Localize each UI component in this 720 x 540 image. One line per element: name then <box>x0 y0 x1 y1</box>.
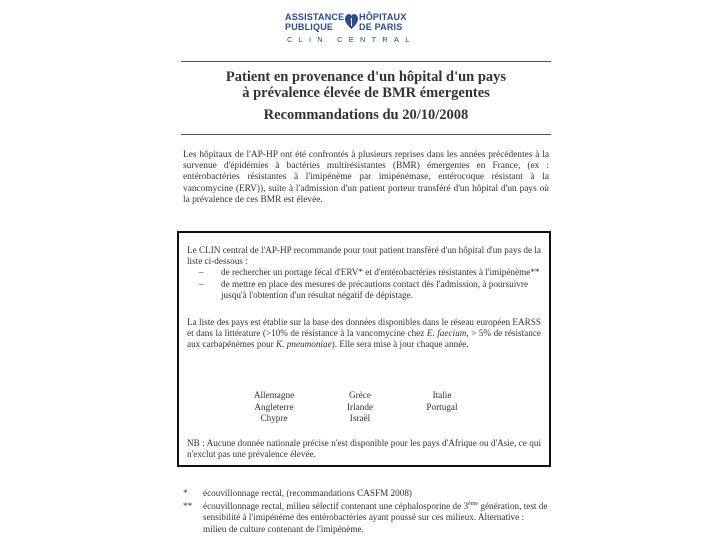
country-column <box>229 390 319 425</box>
footnote-text: écouvillonnage rectal, (recommandations CASFM 2008) <box>203 488 412 498</box>
country-name: Angleterre <box>254 401 294 412</box>
country-column <box>315 390 405 425</box>
text-segment: écouvillonnage rectal, milieu sélectif contenant une céphalosporine de 3 <box>203 501 469 512</box>
footnote-mark: * <box>183 488 188 498</box>
top-divider <box>181 61 551 62</box>
recommendation-content <box>187 245 541 460</box>
species-name: E. faecium <box>426 328 467 339</box>
title-line-2: à prévalence élevée de BMR émergentes <box>242 85 490 101</box>
logo-subtitle: CLIN CENTRAL <box>287 35 416 44</box>
footnote <box>183 488 549 499</box>
country-list-explanation <box>187 317 541 351</box>
heart-icon <box>345 14 358 30</box>
text-segment: génération, test de sensibilité à l'imipénème des entérobactéries ayant poussé sur ces milieux. Alternative : milieu de culture contenant de l'imipénème. <box>203 501 548 534</box>
footnote-text <box>203 501 547 533</box>
bullet-dash: – <box>199 267 204 278</box>
text-segment: La liste des pays est établie sur la base des données disponibles dans le réseau européen EARSS et dans la littérature (>10% de résistance à la vancomycine chez <box>187 317 541 339</box>
recommendation-box <box>177 231 551 467</box>
country-name: Grèce <box>349 390 371 400</box>
country-name: Italie <box>432 390 452 400</box>
country-name: Israël <box>349 413 371 424</box>
title-line-1: Patient en provenance d'un hôpital d'un pays <box>225 69 507 85</box>
title-line-3: Recommandations du 20/10/2008 <box>263 107 469 123</box>
logo-text-line: HÔPITAUX <box>359 12 407 22</box>
aphp-logo <box>285 12 425 48</box>
bullet-text: de rechercher un portage fécal d'ERV* et d'entérobactéries résistantes à l'imipénème** <box>221 267 540 278</box>
logo-text-line: PUBLIQUE <box>285 21 334 32</box>
superscript: ème <box>468 501 479 508</box>
logo-left-text <box>285 13 344 32</box>
text-segment: ). Elle sera mise à jour chaque année. <box>331 339 469 350</box>
footnotes <box>183 488 549 535</box>
species-name: K. pneumoniae <box>276 339 332 350</box>
country-name: Allemagne <box>253 390 295 400</box>
footnote-mark: ** <box>183 501 193 512</box>
bullet-item <box>187 267 541 278</box>
logo-text-line: DE PARIS <box>359 21 403 32</box>
text-segment: , > 5% de résistance aux carbapénèmes pour <box>187 328 541 350</box>
logo-text-line: ASSISTANCE <box>285 12 345 22</box>
page-title <box>181 69 551 123</box>
bullet-text: de mettre en place des mesures de précautions contact dès l'admission, à poursuivre jusqu'à l'obtention d'un résultat négatif de dépistage. <box>221 278 529 300</box>
country-name: Chypre <box>260 413 288 424</box>
title-divider <box>181 134 551 135</box>
country-column <box>397 390 487 413</box>
country-name: Irlande <box>346 401 373 412</box>
logo-right-text <box>359 13 406 32</box>
footnote <box>183 501 549 535</box>
country-name: Portugal <box>426 401 458 412</box>
intro-paragraph: Les hôpitaux de l'AP-HP ont été confrontés à plusieurs reprises dans les années précédentes à la survenue d'épidémies à bactéries multirésistantes (BMR) émergentes en France, (ex : entérobactéries résistantes à l'imipénème par imipénémase, entérocoque résistant à la vancomycine (ERV)), suite à l'admission d'un patient porteur transféré d'un hôpital d'un pays où la prévalence de ces BMR est élevée. <box>183 150 549 205</box>
bullet-dash: – <box>199 278 204 289</box>
recommendation-intro: Le CLIN central de l'AP-HP recommande pour tout patient transféré d'un hôpital d'un pays de la liste ci-dessous : <box>187 245 541 267</box>
nb-note: NB : Aucune donnée nationale précise n'est disponible pour les pays d'Afrique ou d'Asie, ce qui n'exclut pas une prévalence élevée. <box>187 438 541 460</box>
bullet-item <box>187 279 541 301</box>
